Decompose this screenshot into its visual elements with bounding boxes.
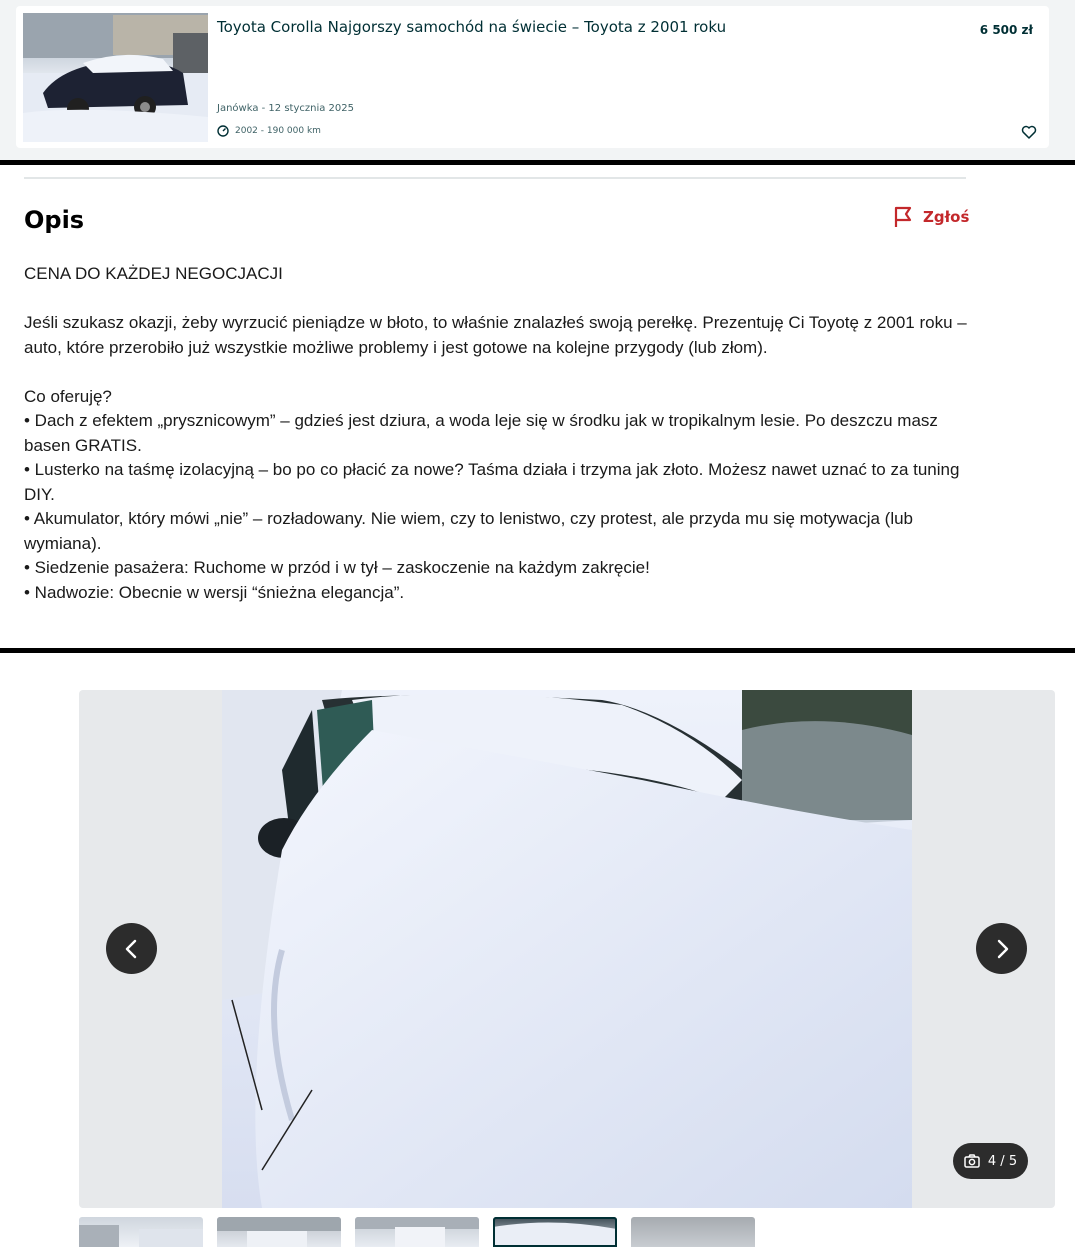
description-heading: Opis [24, 206, 85, 234]
description-paragraph: Jeśli szukasz okazji, żeby wyrzucić pieniądze w błoto, to właśnie znalazłeś swoją perełkę. Prezentuję Ci Toyotę z 2001 roku – auto, które przerobiło już wszystkie możliwe problemy i jest gotowe na kolejne przygody (lub złom). [24, 313, 967, 357]
report-label: Zgłoś [923, 208, 970, 226]
photo-gallery [79, 690, 1055, 1208]
section-divider [0, 648, 1075, 653]
gallery-main-photo[interactable] [222, 690, 912, 1208]
listing-panel [0, 0, 1075, 160]
photo-counter [953, 1143, 1028, 1179]
description-bullet: • Akumulator, który mówi „nie” – rozładowany. Nie wiem, czy to lenistwo, czy protest, ale przyda mu się motywacja (lub wymiana). [24, 509, 914, 553]
gallery-thumbnail-active[interactable] [493, 1217, 617, 1247]
gallery-thumbnail[interactable] [217, 1217, 341, 1247]
section-divider [0, 160, 1075, 165]
camera-icon [964, 1154, 980, 1168]
description-paragraph: CENA DO KAŻDEJ NEGOCJACJI [24, 264, 283, 283]
gallery-thumbnail[interactable] [79, 1217, 203, 1247]
listing-meta [217, 125, 321, 137]
flag-icon [893, 206, 915, 228]
listing-thumbnail[interactable] [23, 13, 208, 142]
listing-price: 6 500 zł [979, 23, 1033, 37]
description-bullet: • Dach z efektem „prysznicowym” – gdzieś jest dziura, a woda leje się w środku jak w tropikalnym lesie. Po deszczu masz basen GRATIS. [24, 411, 938, 455]
description-paragraph: Co oferuję? [24, 386, 112, 406]
listing-year-mileage: 2002 - 190 000 km [235, 126, 321, 136]
speedometer-icon [217, 125, 229, 137]
heart-icon[interactable] [1021, 124, 1037, 140]
chevron-left-icon [121, 938, 143, 960]
chevron-right-icon [991, 938, 1013, 960]
gallery-thumbnail[interactable] [631, 1217, 755, 1247]
gallery-thumbnails [79, 1217, 755, 1247]
description-separator [24, 177, 966, 179]
listing-card[interactable] [16, 6, 1049, 148]
gallery-prev-button[interactable] [106, 923, 157, 974]
listing-title[interactable]: Toyota Corolla Najgorszy samochód na świecie – Toyota z 2001 roku [217, 18, 727, 36]
car-photo-thumbnail [23, 13, 208, 142]
snow-covered-car-photo [222, 690, 912, 1208]
description-body [24, 262, 969, 605]
description-bullet: • Nadwozie: Obecnie w wersji “śnieżna elegancja”. [24, 582, 405, 602]
description-bullet: • Lusterko na taśmę izolacyjną – bo po co płacić za nowe? Taśma działa i trzyma jak złoto. Możesz nawet uznać to za tuning DIY. [24, 460, 960, 504]
photo-counter-text: 4 / 5 [987, 1153, 1018, 1169]
description-bullet: • Siedzenie pasażera: Ruchome w przód i w tył – zaskoczenie na każdym zakręcie! [24, 558, 650, 577]
listing-location-date: Janówka - 12 stycznia 2025 [217, 103, 354, 114]
report-button[interactable] [893, 206, 969, 228]
gallery-thumbnail[interactable] [355, 1217, 479, 1247]
gallery-next-button[interactable] [976, 923, 1027, 974]
